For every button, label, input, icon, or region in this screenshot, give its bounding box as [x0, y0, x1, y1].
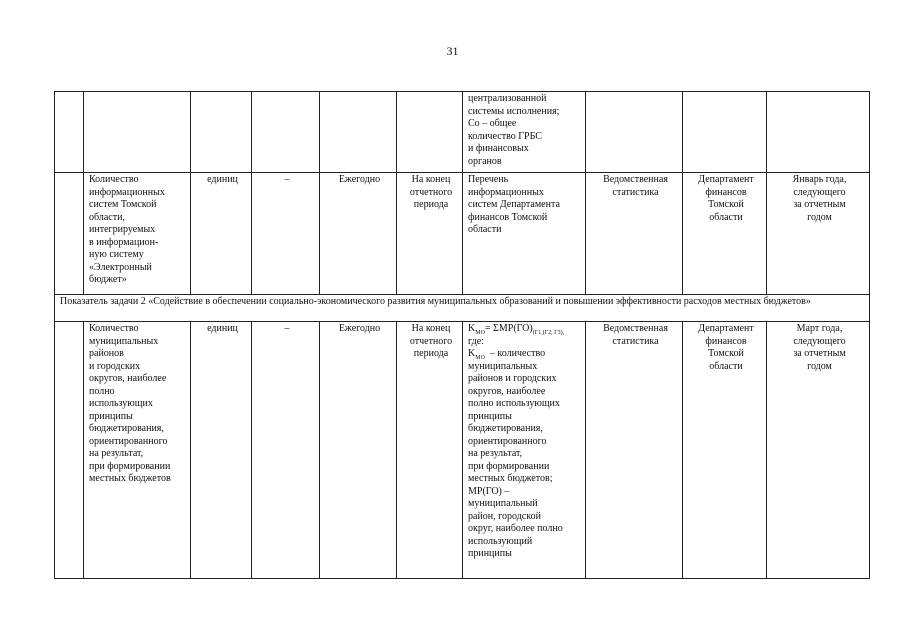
cell-unit: единиц	[191, 173, 252, 295]
cell-source: Ведомственная статистика	[586, 173, 683, 295]
cell-number	[55, 92, 84, 173]
indicators-table	[54, 91, 870, 579]
formula-k-definition: $K_{МО}$ – количество	[468, 348, 546, 361]
table-row-indicator-1	[55, 173, 870, 295]
cell-frequency: Ежегодно	[320, 322, 397, 579]
cell-period	[397, 92, 463, 173]
cell-formula	[463, 322, 586, 579]
cell-unit	[191, 92, 252, 173]
cell-responsible	[683, 92, 767, 173]
table-row-indicator-2	[55, 322, 870, 579]
cell-frequency	[320, 92, 397, 173]
table-row-task-header	[55, 295, 870, 322]
formula-line: $K_{МО}= \Sigma МР(ГО)_{(Г1,(Г2, Г3),}$	[468, 323, 565, 336]
cell-number	[55, 173, 84, 295]
cell-frequency: Ежегодно	[320, 173, 397, 295]
cell-deadline: Январь года, следующего за отчетным годом	[767, 173, 870, 295]
cell-dash: –	[252, 173, 320, 295]
cell-dash	[252, 92, 320, 173]
cell-deadline	[767, 92, 870, 173]
table-row-continuation	[55, 92, 870, 173]
cell-deadline: Март года, следующего за отчетным годом	[767, 322, 870, 579]
cell-responsible: Департамент финансов Томской области	[683, 322, 767, 579]
cell-dash: –	[252, 322, 320, 579]
cell-formula: централизованной системы исполнения; Cо – общее количество ГРБС и финансовых органов	[463, 92, 586, 173]
cell-name: Количество муниципальных районов и городских округов, наиболее полно использующих принципы бюджетирования, ориентированного на результат, при формировании местных бюджетов	[84, 322, 191, 579]
cell-source	[586, 92, 683, 173]
cell-responsible: Департамент финансов Томской области	[683, 173, 767, 295]
cell-name	[84, 92, 191, 173]
cell-name: Количество информационных систем Томской области, интегрируемых в информацион- ную систему «Электронный бюджет»	[84, 173, 191, 295]
task-header: Показатель задачи 2 «Содействие в обеспечении социально-экономического развития муниципальных образований и повышении эффективности расходов местных бюджетов»	[55, 295, 870, 322]
formula-where: где:	[468, 335, 484, 347]
page-number: 31	[446, 44, 459, 58]
cell-unit: единиц	[191, 322, 252, 579]
cell-period: На конец отчетного периода	[397, 322, 463, 579]
cell-period: На конец отчетного периода	[397, 173, 463, 295]
cell-number	[55, 322, 84, 579]
formula-description: муниципальных районов и городских округов, наиболее полно использующих принципы бюджетирования, ориентированного на результат, при формировании местных бюджетов; МР(ГО) – муниципальный район, городской округ, наиболее полно использующий принципы	[468, 360, 563, 559]
cell-source: Ведомственная статистика	[586, 322, 683, 579]
cell-formula: Перечень информационных систем Департамента финансов Томской области	[463, 173, 586, 295]
